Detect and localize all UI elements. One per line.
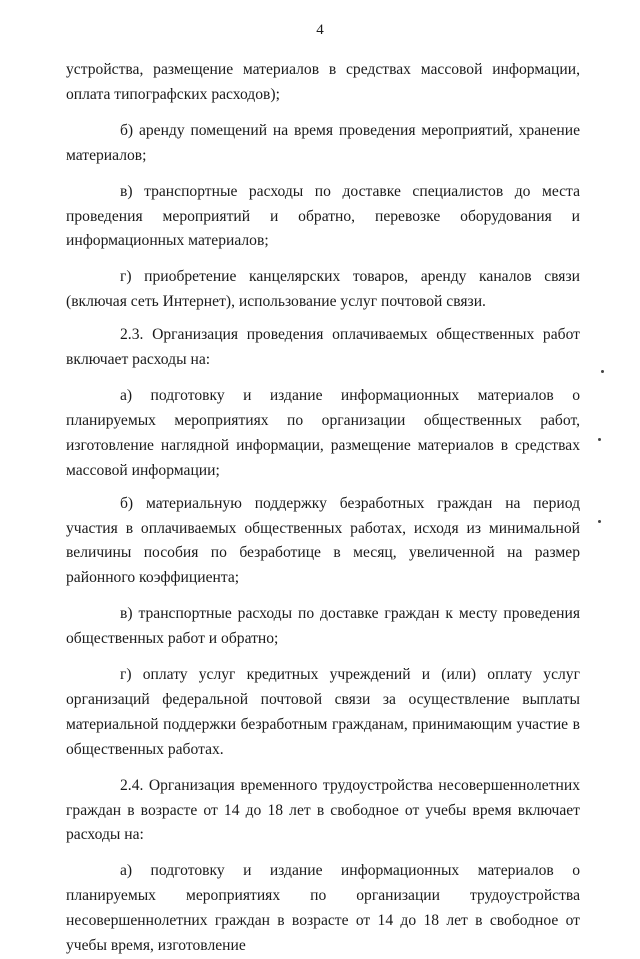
paragraph-2-3-v: в) транспортные расходы по доставке граждан к месту проведения общественных работ и обратно;: [66, 605, 580, 648]
paragraph-2-4-a: а) подготовку и издание информационных материалов о планируемых мероприятиях по организации трудоустройства несовершеннолетних граждан в возрасте от 14 до 18 лет в свободное от учебы время, изготовление: [66, 862, 580, 955]
scan-speck: [601, 370, 604, 373]
paragraph-section-2-4: 2.4. Организация временного трудоустройства несовершеннолетних граждан в возрасте от 14 до 18 лет в свободное от учебы время включает расходы на:: [66, 776, 580, 844]
paragraph-item-g: г) приобретение канцелярских товаров, аренду каналов связи (включая сеть Интернет), использование услуг почтовой связи.: [66, 268, 580, 311]
page-number: 4: [316, 22, 324, 38]
scan-speck: [598, 520, 601, 523]
paragraph-2-3-g: г) оплату услуг кредитных учреждений и (или) оплату услуг организаций федеральной почтовой связи за осуществление выплаты материальной поддержки безработным гражданам, принимающим участие в общественных работах.: [66, 666, 580, 758]
paragraph-section-2-3: 2.3. Организация проведения оплачиваемых общественных работ включает расходы на:: [66, 326, 580, 369]
scan-speck: [598, 438, 601, 441]
paragraph-2-3-a: а) подготовку и издание информационных материалов о планируемых мероприятиях по организации общественных работ, изготовление наглядной информации, размещение материалов в средствах массовой информации;: [66, 386, 580, 479]
paragraph-item-b: б) аренду помещений на время проведения мероприятий, хранение материалов;: [66, 121, 580, 164]
paragraph-2-3-b: б) материальную поддержку безработных граждан на период участия в оплачиваемых общественных работах, исходя из минимальной величины пособия по безработице в месяц, увеличенной на размер районного коэффициента;: [66, 494, 580, 587]
paragraph-item-v: в) транспортные расходы по доставке специалистов до места проведения мероприятий и обратно, перевозке оборудования и информационных материалов;: [66, 182, 580, 250]
document-body: [66, 58, 580, 959]
paragraph-continuation: устройства, размещение материалов в средствах массовой информации, оплата типографских расходов);: [66, 61, 580, 103]
